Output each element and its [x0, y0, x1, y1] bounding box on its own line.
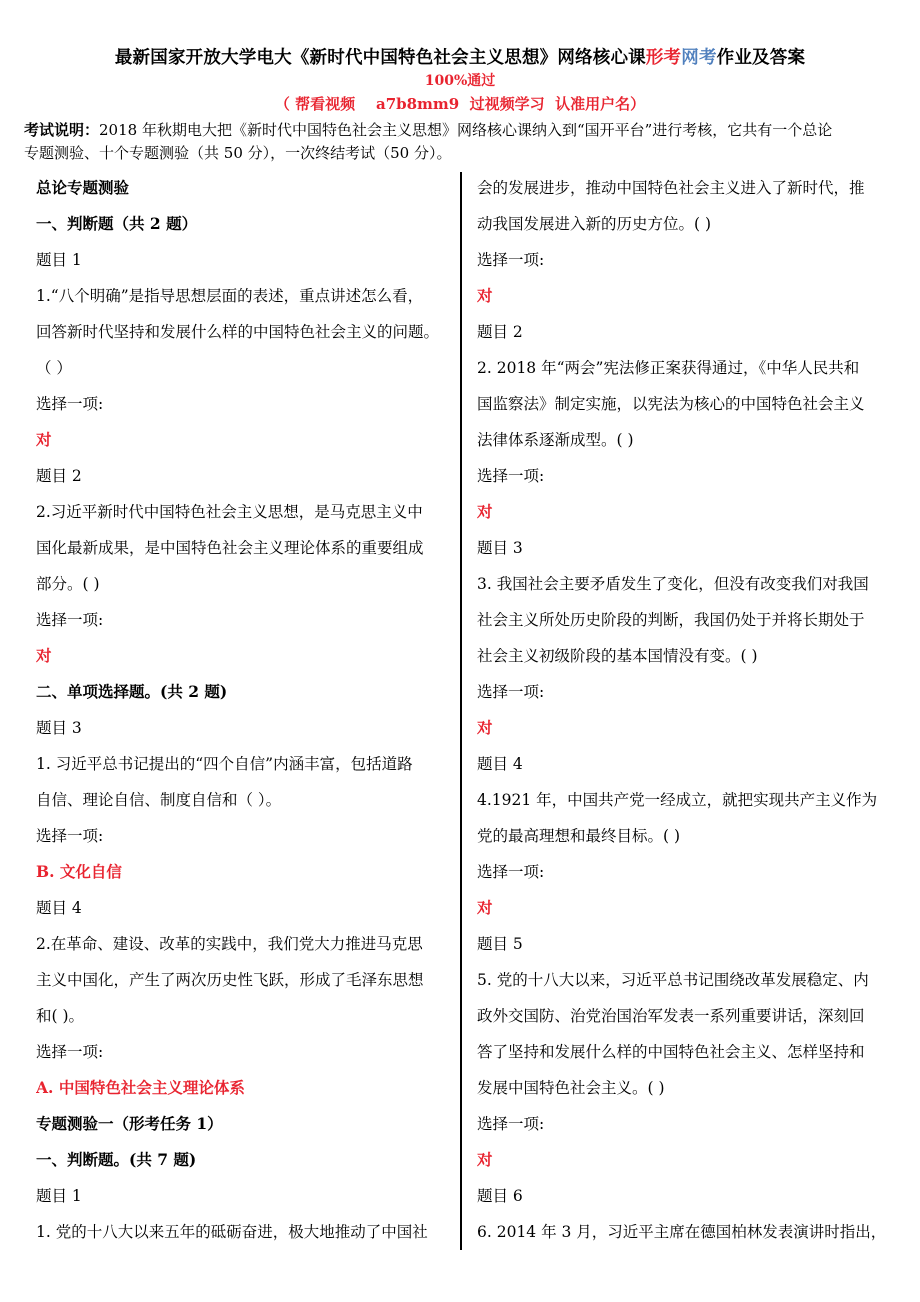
section-heading: 总论专题测验	[36, 178, 130, 197]
text-line: 主义中国化，产生了两次历史性飞跃，形成了毛泽东思想	[36, 971, 424, 989]
text-line: 选择一项:	[477, 863, 545, 881]
exam-note-line1: 2018 年秋期电大把《新时代中国特色社会主义思想》网络核心课纳入到“国开平台”进行考核，它共有一个总论	[99, 121, 833, 139]
text-line: 4.1921 年，中国共产党一经成立，就把实现共产主义作为	[477, 791, 878, 809]
text-line: 题目 1	[36, 251, 82, 269]
section-heading: 二、单项选择题。(共 2 题)	[36, 682, 228, 701]
title-end: 作业及答案	[716, 48, 806, 68]
text-line: 5. 党的十八大以来，习近平总书记围绕改革发展稳定、内	[477, 971, 869, 989]
text-line: 部分。( )	[36, 575, 100, 593]
text-line: 党的最高理想和最终目标。( )	[477, 827, 681, 845]
title-highlight-red: 形考	[645, 48, 682, 68]
answer-text: 对	[477, 718, 493, 737]
text-line: 1.“八个明确”是指导思想层面的表述，重点讲述怎么看，	[36, 287, 424, 305]
text-line: 题目 4	[36, 899, 82, 917]
exam-description	[24, 119, 904, 165]
text-line: 选择一项:	[36, 611, 104, 629]
text-line: 社会主义初级阶段的基本国情没有变。( )	[477, 647, 758, 665]
exam-note-label: 考试说明：	[24, 121, 100, 139]
text-line: 自信、理论自信、制度自信和（ ）。	[36, 791, 282, 809]
text-line: 题目 6	[477, 1187, 523, 1205]
text-line: 和( )。	[36, 1007, 85, 1025]
text-line: 发展中国特色社会主义。( )	[477, 1079, 665, 1097]
document-title	[0, 46, 920, 70]
document-header	[0, 0, 920, 116]
text-line: 社会主义所处历史阶段的判断，我国仍处于并将长期处于	[477, 611, 865, 629]
right-column	[477, 170, 891, 1250]
answer-text: 对	[36, 646, 52, 665]
text-line: 题目 3	[36, 719, 82, 737]
text-line: 题目 4	[477, 755, 523, 773]
text-line: 国化最新成果，是中国特色社会主义理论体系的重要组成	[36, 539, 424, 557]
text-line: 题目 1	[36, 1187, 82, 1205]
text-line: 3. 我国社会主要矛盾发生了变化，但没有改变我们对我国	[477, 575, 869, 593]
text-line: （ ）	[36, 359, 72, 377]
text-line: 6. 2014 年 3 月，习近平主席在德国柏林发表演讲时指出，	[477, 1223, 887, 1241]
text-line: 选择一项:	[36, 1043, 104, 1061]
text-line: 题目 5	[477, 935, 523, 953]
text-line: 答了坚持和发展什么样的中国特色社会主义、怎样坚持和	[477, 1043, 865, 1061]
answer-text: A. 中国特色社会主义理论体系	[36, 1078, 245, 1097]
text-line: 1. 党的十八大以来五年的砥砺奋进，极大地推动了中国社	[36, 1223, 428, 1241]
text-line: 国监察法》制定实施，以宪法为核心的中国特色社会主义	[477, 395, 865, 413]
pass-note: 100%通过	[424, 73, 496, 89]
text-line: 选择一项:	[36, 395, 104, 413]
video-note: （ 帮看视频 a7b8mm9 过视频学习 认准用户名）	[274, 95, 646, 113]
exam-note-line2: 专题测验、十个专题测验（共 50 分），一次终结考试（50 分）。	[24, 144, 452, 162]
section-heading: 一、判断题（共 2 题）	[36, 214, 198, 233]
text-line: 政外交国防、治党治国治军发表一系列重要讲话，深刻回	[477, 1007, 865, 1025]
text-line: 2. 2018 年“两会”宪法修正案获得通过，《中华人民共和	[477, 359, 860, 377]
answer-text: 对	[477, 286, 493, 305]
text-line: 1. 习近平总书记提出的“四个自信”内涵丰富，包括道路	[36, 755, 413, 773]
answer-text: 对	[477, 898, 493, 917]
section-heading: 一、判断题。(共 7 题)	[36, 1150, 197, 1169]
text-line: 选择一项:	[36, 827, 104, 845]
answer-text: 对	[36, 430, 52, 449]
answer-text: 对	[477, 1150, 493, 1169]
column-divider	[460, 172, 462, 1250]
answer-text: 对	[477, 502, 493, 521]
text-line: 回答新时代坚持和发展什么样的中国特色社会主义的问题。	[36, 323, 440, 341]
title-highlight-blue: 网考	[681, 48, 717, 68]
text-line: 题目 3	[477, 539, 523, 557]
title-main: 最新国家开放大学电大《新时代中国特色社会主义思想》网络核心课	[114, 48, 646, 68]
text-line: 动我国发展进入新的历史方位。( )	[477, 215, 712, 233]
text-line: 选择一项:	[477, 251, 545, 269]
text-line: 法律体系逐渐成型。( )	[477, 431, 634, 449]
text-line: 题目 2	[36, 467, 82, 485]
text-line: 2.在革命、建设、改革的实践中，我们党大力推进马克思	[36, 935, 423, 953]
section-heading: 专题测验一（形考任务 1）	[36, 1114, 223, 1133]
text-line: 选择一项:	[477, 683, 545, 701]
text-line: 选择一项:	[477, 467, 545, 485]
answer-text: B. 文化自信	[36, 862, 122, 881]
text-line: 会的发展进步，推动中国特色社会主义进入了新时代，推	[477, 179, 865, 197]
text-line: 选择一项:	[477, 1115, 545, 1133]
text-line: 题目 2	[477, 323, 523, 341]
text-line: 2.习近平新时代中国特色社会主义思想，是马克思主义中	[36, 503, 423, 521]
left-column	[36, 170, 448, 1250]
